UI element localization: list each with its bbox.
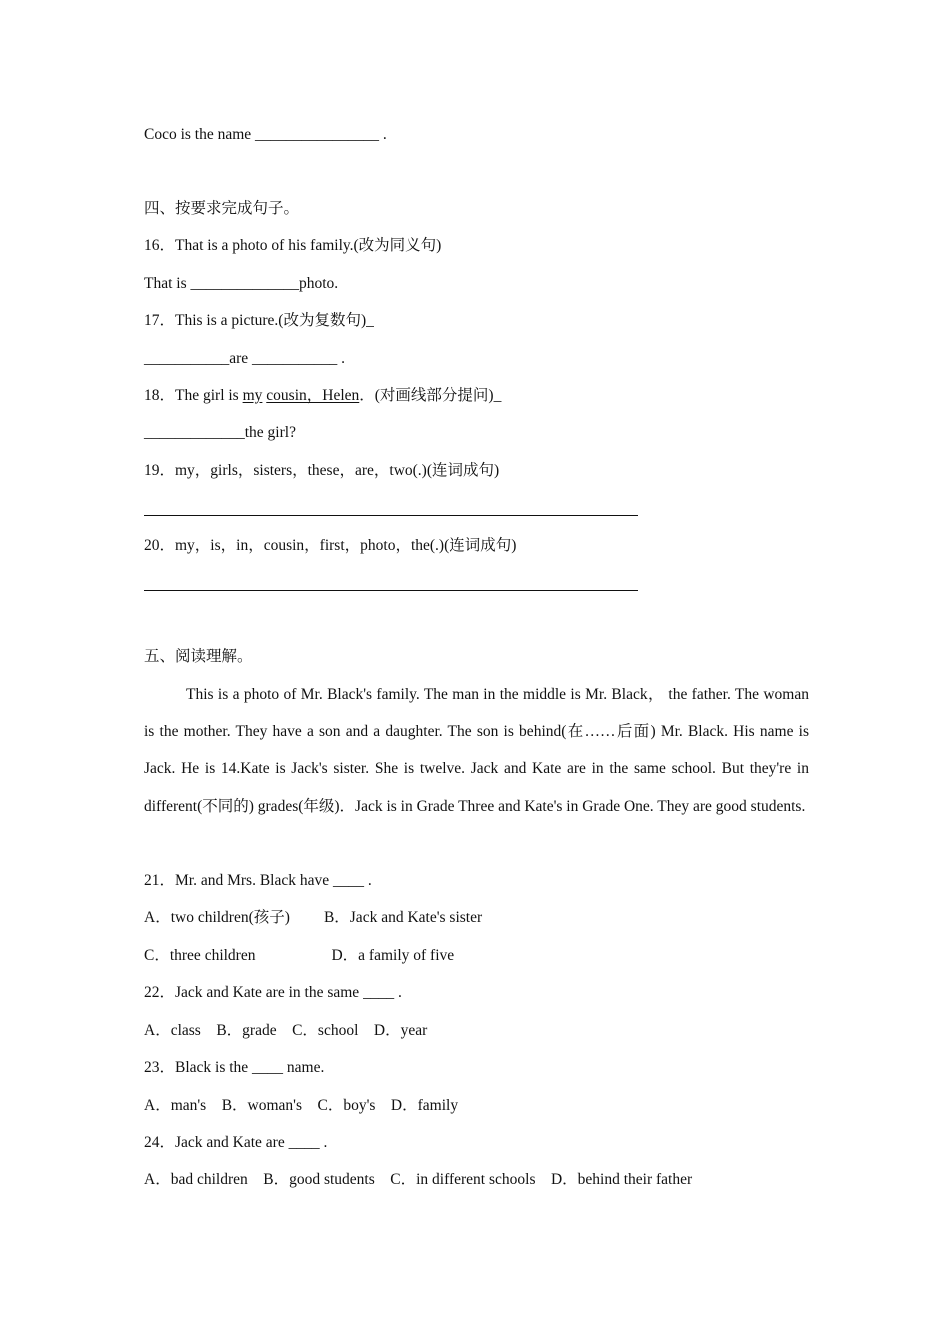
q23-stem: 23．Black is the ____ name. [144,1059,325,1076]
q22-stem: 22．Jack and Kate are in the same ____ . [144,984,402,1001]
q20-prompt: 20．my，is，in，cousin，first，photo，the(.)(连词成句) [144,537,517,554]
q16-answer: That is ______________photo. [144,275,339,292]
q18-prefix: 18．The girl is [144,387,243,404]
q18-underlined-cousin-helen: cousin，Helen [266,387,360,404]
reading-passage: This is a photo of Mr. Black's family. The man in the middle is Mr. Black， the father. The woman is the mother. They have a son and a daughter. The son is behind(在……后面) Mr. Black. His name is Jack. He is 14.Kate is Jack's sister. She is twelve. Jack and Kate are in the same school. But they're in different(不同的) grades(年级)．Jack is in Grade Three and Kate's in Grade One. They are good students. [144,686,809,815]
q21-option-c: C．three children [144,947,256,964]
q23-options: A．man's B．woman's C．boy's D．family [144,1097,459,1114]
q18-underlined-my: my [242,387,263,404]
q24-stem: 24．Jack and Kate are ____ . [144,1134,328,1151]
q21-stem: 21．Mr. and Mrs. Black have ____ . [144,872,372,889]
q20-answer-rule [144,590,638,591]
section5-heading: 五、阅读理解。 [144,648,253,665]
q21-option-a: A．two children(孩子) [144,909,290,926]
q17-answer: ___________are ___________ . [144,350,346,367]
q18-suffix: ．(对画线部分提问)_ [359,387,502,404]
section4-heading: 四、按要求完成句子。 [144,200,300,217]
q16-prompt: 16．That is a photo of his family.(改为同义句) [144,237,442,254]
q21-option-d: D．a family of five [331,947,455,964]
q24-options: A．bad children B．good students C．in different schools D．behind their father [144,1171,693,1188]
q15-answer-line: Coco is the name ________________ . [144,126,387,143]
q17-prompt: 17．This is a picture.(改为复数句)_ [144,312,374,329]
q19-answer-rule [144,515,638,516]
q21-options-cd [144,946,454,966]
q21-options-ab [144,908,482,928]
q18-prompt [144,386,501,406]
q19-prompt: 19．my，girls，sisters，these，are，two(.)(连词成句) [144,462,500,479]
q22-options: A．class B．grade C．school D．year [144,1022,428,1039]
q21-option-b: B．Jack and Kate's sister [323,909,483,926]
q18-answer: _____________the girl? [144,424,296,441]
